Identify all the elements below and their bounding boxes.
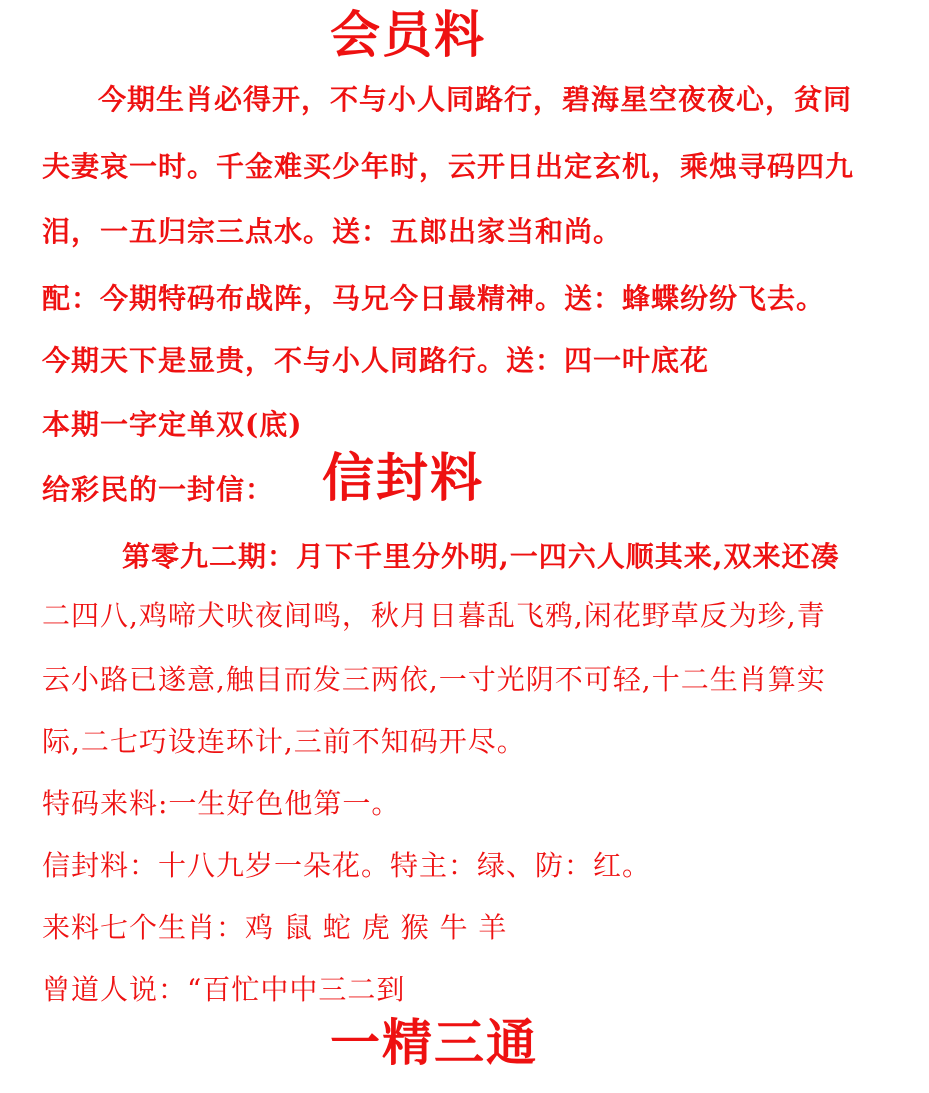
member-line-1: 今期生肖必得开，不与小人同路行，碧海星空夜夜心，贫同 — [98, 83, 853, 116]
member-line-3: 泪，一五归宗三点水。送：五郎出家当和尚。 — [42, 215, 623, 248]
taoist-saying-line: 曾道人说：“百忙中中三二到 — [42, 973, 406, 1006]
envelope-line-2: 二四八,鸡啼犬吠夜间鸣，秋月日暮乱飞鸦,闲花野草反为珍,青 — [42, 599, 826, 632]
envelope-line-1: 第零九二期：月下千里分外明,一四六人顺其来,双来还凑 — [122, 540, 840, 573]
letter-to-lottery-players: 给彩民的一封信： — [42, 473, 275, 506]
envelope-material-line: 信封料：十八九岁一朵花。特主：绿、防：红。 — [42, 849, 652, 882]
member-line-2: 夫妻哀一时。千金难买少年时，云开日出定玄机，乘烛寻码四九 — [42, 150, 855, 183]
seven-zodiac-line: 来料七个生肖：鸡 鼠 蛇 虎 猴 牛 羊 — [42, 911, 508, 944]
member-material-heading: 会员料 — [330, 5, 486, 64]
envelope-line-4: 际,二七巧设连环计,三前不知码开尽。 — [42, 725, 526, 758]
member-line-6: 本期一字定单双(底) — [42, 408, 303, 441]
special-code-line: 特码来料:一生好色他第一。 — [42, 787, 401, 820]
bottom-heading: 一精三通 — [330, 1013, 538, 1072]
member-line-4: 配：今期特码布战阵，马兄今日最精神。送：蜂蝶纷纷飞去。 — [42, 282, 826, 315]
member-line-5: 今期天下是显贵，不与小人同路行。送：四一叶底花 — [42, 344, 710, 377]
envelope-line-3: 云小路已遂意,触目而发三两依,一寸光阴不可轻,十二生肖算实 — [42, 663, 826, 696]
envelope-material-heading: 信封料 — [322, 448, 485, 509]
